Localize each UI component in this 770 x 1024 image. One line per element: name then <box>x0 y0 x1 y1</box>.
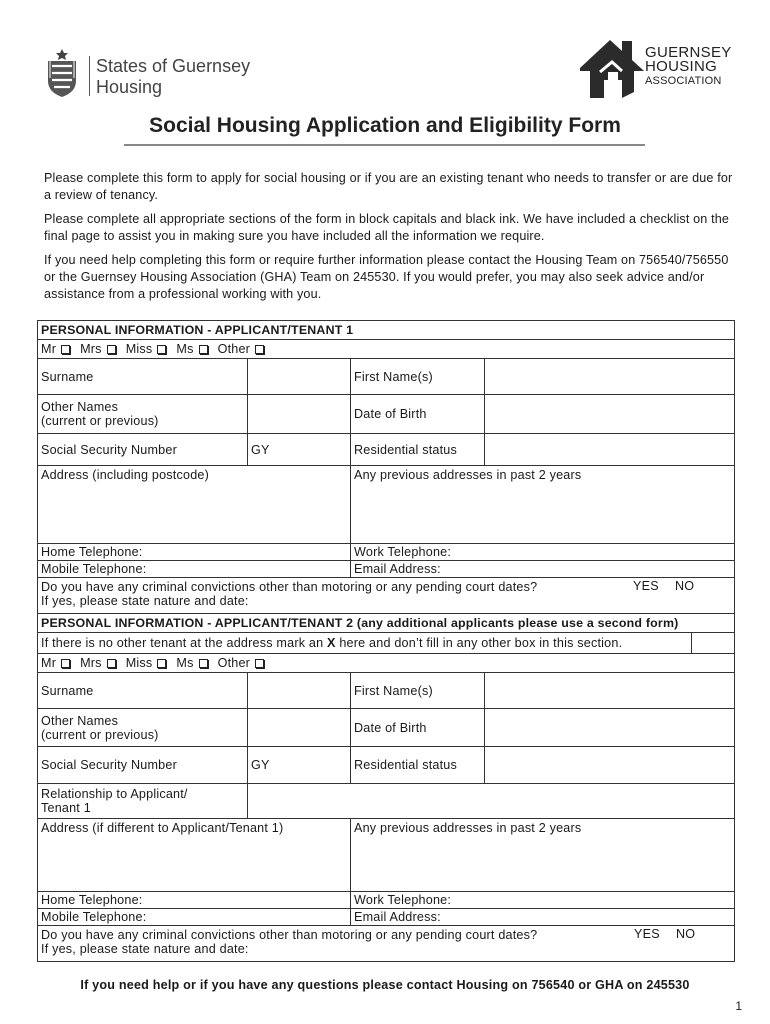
address-field[interactable] <box>38 466 351 544</box>
email-field[interactable]: Email Address: <box>351 909 735 926</box>
address-label: Address (if different to Applicant/Tenant 1) <box>41 821 284 835</box>
ssn-field[interactable]: GY <box>248 434 351 466</box>
sog-wordmark <box>96 56 250 98</box>
yes-option[interactable]: YES <box>633 579 659 593</box>
no-other-tenant-instruction: If there is no other tenant at the address mark an X here and don’t fill in any other box in this section. <box>38 633 692 654</box>
title-option-ms[interactable]: Ms <box>176 342 217 356</box>
surname-label: Surname <box>38 673 248 709</box>
title-option-ms[interactable]: Ms <box>176 656 217 670</box>
tenant2-heading: PERSONAL INFORMATION - APPLICANT/TENANT 2 (any additional applicants please use a second form) <box>38 614 735 633</box>
checkbox-icon[interactable] <box>107 659 116 668</box>
home-telephone-field[interactable]: Home Telephone: <box>38 544 351 561</box>
application-form-table <box>37 320 735 962</box>
criminal-convictions-question <box>38 578 735 614</box>
title-option-mr[interactable]: Mr <box>41 656 80 670</box>
checkbox-icon[interactable] <box>61 345 70 354</box>
other-names-field[interactable] <box>248 709 351 747</box>
guernsey-housing-association-logo <box>578 38 738 100</box>
ssn-field[interactable]: GY <box>248 747 351 784</box>
address-field[interactable] <box>38 819 351 892</box>
title-option-other[interactable]: Other <box>218 342 275 356</box>
first-names-field[interactable] <box>485 673 735 709</box>
guernsey-crest-icon <box>44 48 80 98</box>
checkbox-icon[interactable] <box>199 345 208 354</box>
ssn-label: Social Security Number <box>38 434 248 466</box>
other-names-field[interactable] <box>248 395 351 434</box>
states-of-guernsey-logo <box>44 48 250 98</box>
intro-text <box>44 170 734 310</box>
convictions-detail-field[interactable]: If yes, please state nature and date: <box>41 942 249 956</box>
title-underline <box>124 144 645 146</box>
page-title: Social Housing Application and Eligibility Form <box>149 114 621 137</box>
sog-line-1: States of Guernsey <box>96 56 251 76</box>
checkbox-icon[interactable] <box>61 659 70 668</box>
surname-field[interactable] <box>248 673 351 709</box>
residential-status-label: Residential status <box>351 434 485 466</box>
footer-help-text: If you need help or if you have any questions please contact Housing on 756540 or GHA on 245530 <box>80 978 690 992</box>
yes-option[interactable]: YES <box>634 927 660 941</box>
home-telephone-field[interactable]: Home Telephone: <box>38 892 351 909</box>
checkbox-icon[interactable] <box>107 345 116 354</box>
intro-paragraph: Please complete all appropriate sections of the form in block capitals and black ink. We have included a checklist on the final page to assist you in making sure you have included all the information we require. <box>44 212 730 243</box>
relationship-field[interactable] <box>248 784 735 819</box>
title-option-miss[interactable]: Miss <box>126 656 177 670</box>
title-option-mrs[interactable]: Mrs <box>80 342 126 356</box>
previous-addresses-label: Any previous addresses in past 2 years <box>354 468 582 482</box>
title-option-mrs[interactable]: Mrs <box>80 656 126 670</box>
checkbox-icon[interactable] <box>255 659 264 668</box>
gha-line-2: HOUSING <box>645 58 718 75</box>
mobile-telephone-field[interactable]: Mobile Telephone: <box>38 909 351 926</box>
previous-addresses-field[interactable] <box>351 466 735 544</box>
criminal-convictions-question <box>38 926 735 962</box>
dob-label: Date of Birth <box>351 709 485 747</box>
checkbox-icon[interactable] <box>255 345 264 354</box>
checkbox-icon[interactable] <box>157 659 166 668</box>
other-names-label: Other Names (current or previous) <box>38 395 248 434</box>
tenant1-heading: PERSONAL INFORMATION - APPLICANT/TENANT 1 <box>38 321 735 340</box>
residential-status-field[interactable] <box>485 434 735 466</box>
intro-paragraph: Please complete this form to apply for social housing or if you are an existing tenant who needs to transfer or are due for a review of tenancy. <box>44 171 733 202</box>
work-telephone-field[interactable]: Work Telephone: <box>351 892 735 909</box>
residential-status-field[interactable] <box>485 747 735 784</box>
gha-wordmark <box>645 46 732 88</box>
no-option[interactable]: NO <box>676 927 696 941</box>
convictions-question-text: Do you have any criminal convictions other than motoring or any pending court dates? <box>41 928 538 942</box>
dob-field[interactable] <box>485 709 735 747</box>
dob-label: Date of Birth <box>351 395 485 434</box>
title-option-other[interactable]: Other <box>218 656 275 670</box>
title-option-mr[interactable]: Mr <box>41 342 80 356</box>
address-label: Address (including postcode) <box>41 468 210 482</box>
checkbox-icon[interactable] <box>157 345 166 354</box>
convictions-question-text: Do you have any criminal convictions other than motoring or any pending court dates? <box>41 580 538 594</box>
mobile-telephone-field[interactable]: Mobile Telephone: <box>38 561 351 578</box>
surname-label: Surname <box>38 359 248 395</box>
no-other-tenant-mark-box[interactable] <box>692 633 735 654</box>
dob-field[interactable] <box>485 395 735 434</box>
email-field[interactable]: Email Address: <box>351 561 735 578</box>
work-telephone-field[interactable]: Work Telephone: <box>351 544 735 561</box>
house-logo-icon <box>578 38 646 98</box>
ssn-label: Social Security Number <box>38 747 248 784</box>
residential-status-label: Residential status <box>351 747 485 784</box>
previous-addresses-field[interactable] <box>351 819 735 892</box>
first-names-field[interactable] <box>485 359 735 395</box>
page-header <box>0 0 770 110</box>
first-names-label: First Name(s) <box>351 673 485 709</box>
tenant1-title-options <box>38 340 735 359</box>
other-names-label: Other Names (current or previous) <box>38 709 248 747</box>
sog-line-2: Housing <box>96 77 163 97</box>
previous-addresses-label: Any previous addresses in past 2 years <box>354 821 582 835</box>
gha-line-1: GUERNSEY <box>645 44 732 61</box>
first-names-label: First Name(s) <box>351 359 485 395</box>
no-option[interactable]: NO <box>675 579 695 593</box>
convictions-detail-field[interactable]: If yes, please state nature and date: <box>41 594 249 608</box>
relationship-label: Relationship to Applicant/ Tenant 1 <box>38 784 248 819</box>
logo-divider <box>89 56 90 96</box>
title-option-miss[interactable]: Miss <box>126 342 177 356</box>
intro-paragraph: If you need help completing this form or require further information please contact the Housing Team on 756540/756550 or the Guernsey Housing Association (GHA) Team on 245530. If you would prefer, you may also seek advice and/or assistance from a professional working with you. <box>44 253 729 301</box>
checkbox-icon[interactable] <box>199 659 208 668</box>
tenant2-title-options <box>38 654 735 673</box>
gha-line-3: ASSOCIATION <box>645 75 722 87</box>
surname-field[interactable] <box>248 359 351 395</box>
page-number: 1 <box>735 999 742 1013</box>
